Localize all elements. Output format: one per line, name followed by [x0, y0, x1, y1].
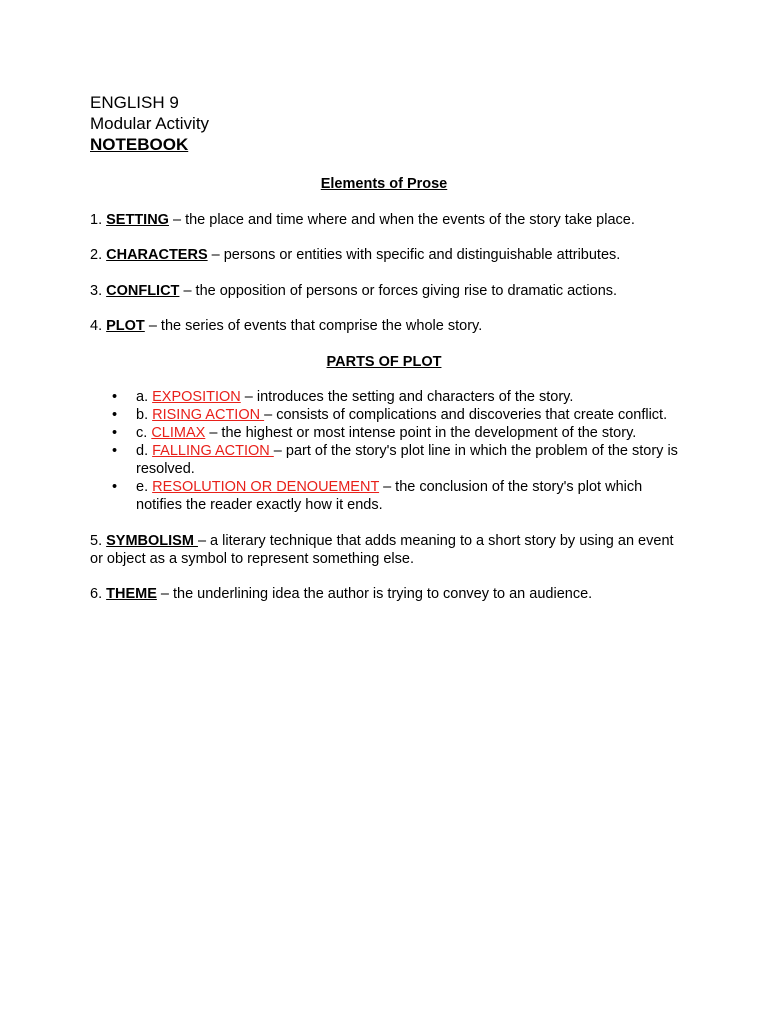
element-item-setting: [90, 211, 690, 229]
element-number: 5.: [90, 533, 107, 549]
element-term: SYMBOLISM: [106, 533, 198, 549]
element-definition: – the opposition of persons or forces giving rise to dramatic actions.: [179, 283, 618, 299]
element-term: CHARACTERS: [106, 247, 208, 263]
bullet: •: [112, 425, 118, 441]
plot-definition: – consists of complications and discoveries that create conflict.: [264, 407, 668, 423]
element-item-characters: [90, 246, 690, 264]
element-number: 2.: [90, 247, 107, 263]
plot-term: FALLING ACTION: [152, 443, 274, 459]
element-term: SETTING: [106, 212, 169, 228]
document-page: [90, 92, 690, 603]
list-item: [90, 478, 690, 514]
plot-definition: – introduces the setting and characters of the story.: [240, 389, 574, 405]
element-item-conflict: [90, 282, 690, 300]
element-definition: – the series of events that comprise the whole story.: [144, 318, 483, 334]
plot-definition: – the highest or most intense point in the development of the story.: [205, 425, 637, 441]
list-item: [90, 388, 690, 406]
bullet: •: [112, 443, 118, 459]
elements-heading: Elements of Prose: [320, 176, 448, 192]
list-item: [90, 424, 690, 442]
element-definition: – the underlining idea the author is trying to convey to an audience.: [156, 586, 593, 602]
notebook-title: NOTEBOOK: [90, 135, 189, 154]
element-term: THEME: [106, 586, 157, 602]
course-title: ENGLISH 9: [90, 93, 179, 112]
plot-term: EXPOSITION: [152, 389, 241, 405]
element-definition: – a literary technique that adds meaning to a short story by using an event or object as a symbol to represent something else.: [90, 533, 674, 567]
element-term: CONFLICT: [106, 283, 180, 299]
element-term: PLOT: [106, 318, 145, 334]
plot-heading: PARTS OF PLOT: [326, 354, 442, 370]
element-number: 6.: [90, 586, 107, 602]
element-definition: – the place and time where and when the events of the story take place.: [168, 212, 635, 228]
element-number: 1.: [90, 212, 107, 228]
plot-letter: a.: [136, 389, 153, 405]
element-item-theme: [90, 585, 690, 603]
plot-parts-list: [90, 388, 690, 514]
plot-definition: – the conclusion of the story's plot which notifies the reader exactly how it ends.: [136, 479, 643, 513]
element-number: 4.: [90, 318, 107, 334]
plot-term: RISING ACTION: [152, 407, 265, 423]
plot-term: CLIMAX: [151, 425, 206, 441]
plot-definition: – part of the story's plot line in which the problem of the story is resolved.: [136, 443, 678, 477]
plot-term: RESOLUTION OR DENOUEMENT: [152, 479, 380, 495]
plot-letter: b.: [136, 407, 153, 423]
activity-title: Modular Activity: [90, 114, 210, 133]
element-definition: – persons or entities with specific and distinguishable attributes.: [207, 247, 621, 263]
list-item: [90, 442, 690, 478]
list-item: [90, 406, 690, 424]
bullet: •: [112, 479, 118, 495]
element-item-plot: [90, 317, 690, 335]
bullet: •: [112, 407, 118, 423]
bullet: •: [112, 389, 118, 405]
element-item-symbolism: [90, 532, 690, 568]
element-number: 3.: [90, 283, 107, 299]
plot-letter: c.: [136, 425, 152, 441]
plot-letter: e.: [136, 479, 153, 495]
plot-letter: d.: [136, 443, 153, 459]
